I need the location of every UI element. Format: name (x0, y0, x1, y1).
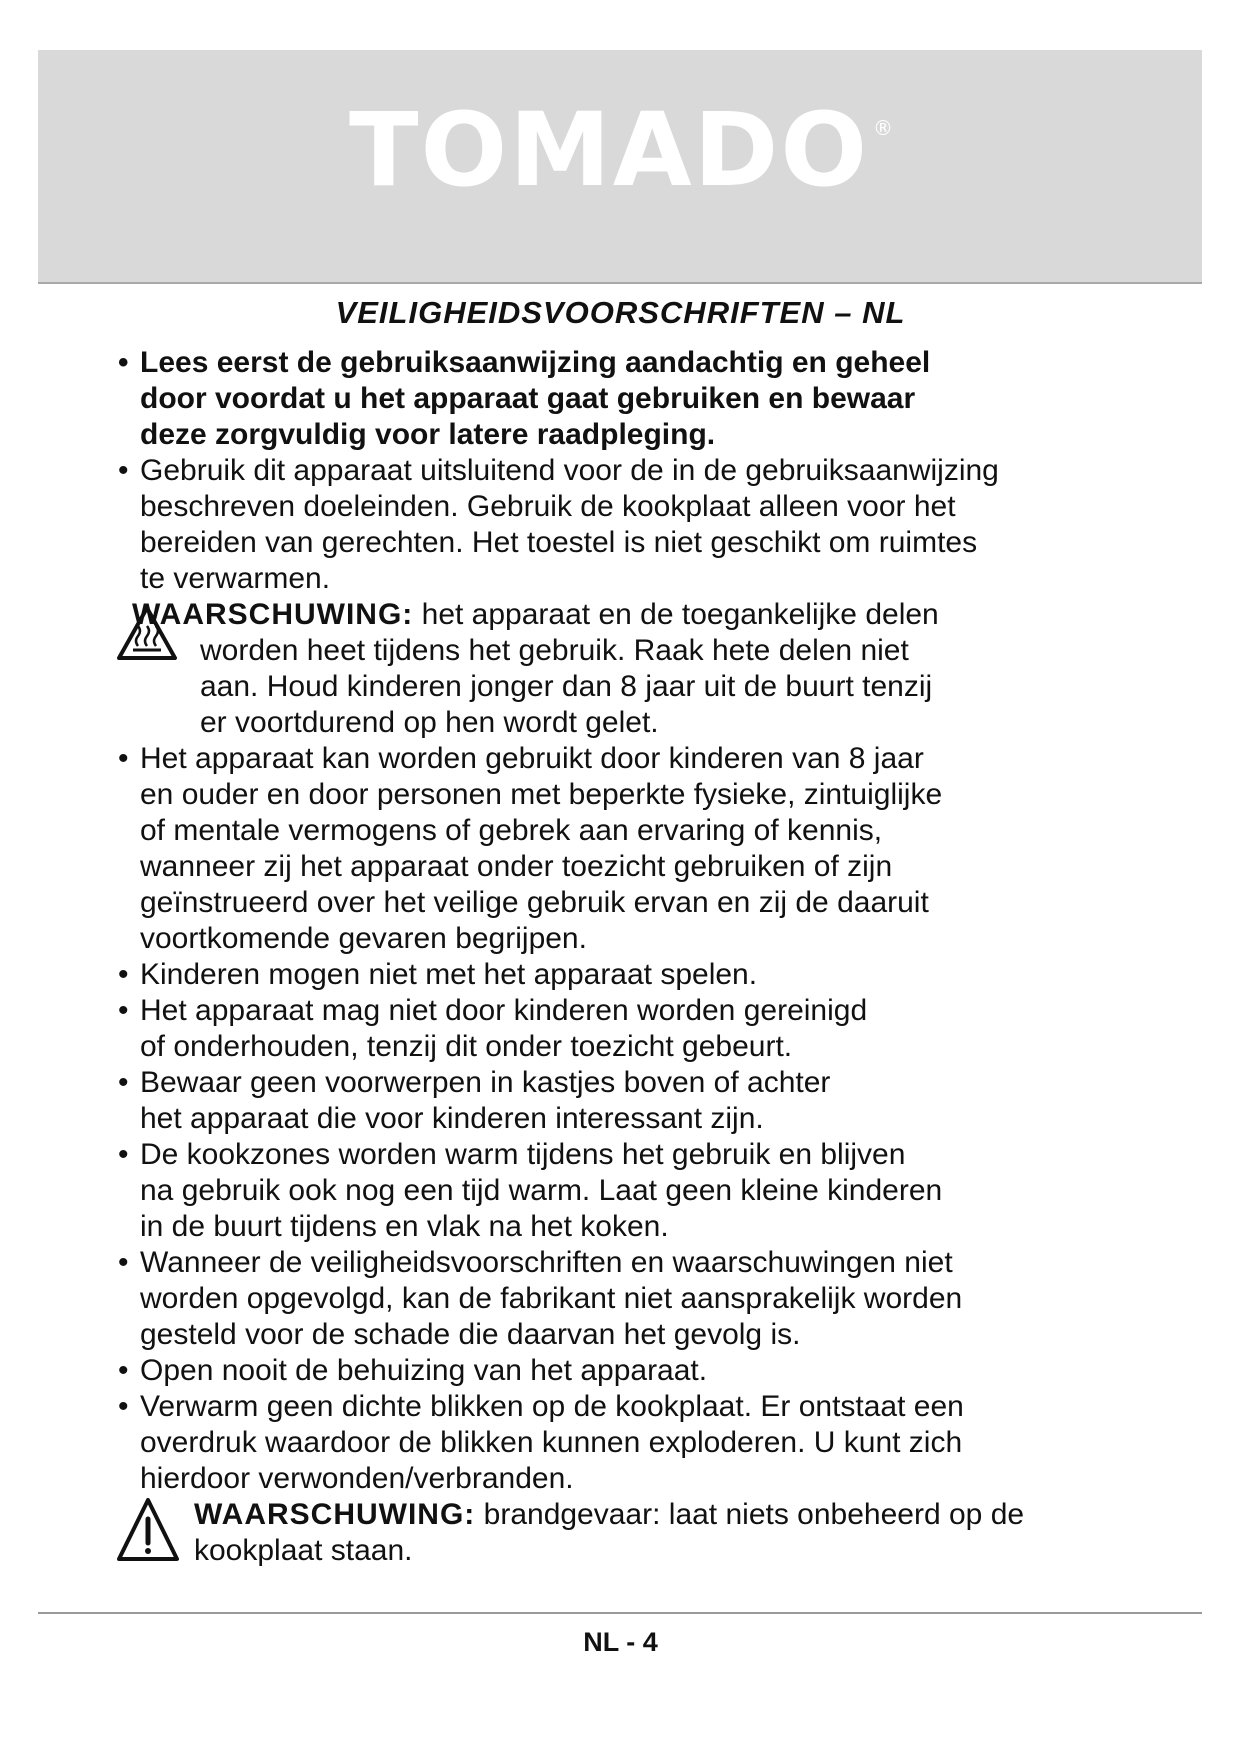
bullet: • (118, 742, 129, 775)
warning-hot-surface (118, 597, 1148, 741)
text-line: deze zorgvuldig voor latere raadpleging. (140, 418, 716, 451)
text-line: De kookzones worden warm tijdens het gebruik en blijven (140, 1138, 906, 1171)
text-line: Kinderen mogen niet met het apparaat spelen. (140, 958, 758, 991)
text-line: geïnstrueerd over het veilige gebruik ervan en zij de daaruit (140, 886, 929, 919)
list-item (118, 993, 1148, 1065)
text-line: Open nooit de behuizing van het apparaat. (140, 1354, 708, 1387)
bullet: • (118, 346, 129, 379)
text-line: Gebruik dit apparaat uitsluitend voor de in de gebruiksaanwijzing (140, 454, 999, 487)
text-line: en ouder en door personen met beperkte fysieke, zintuiglijke (140, 778, 943, 811)
bullet: • (118, 1138, 129, 1171)
list-item (118, 453, 1148, 597)
registered-mark: ® (873, 116, 896, 140)
text-line: na gebruik ook nog een tijd warm. Laat geen kleine kinderen (140, 1174, 943, 1207)
page-title: VEILIGHEIDSVOORSCHRIFTEN – NL (335, 295, 906, 330)
text-line: in de buurt tijdens en vlak na het koken. (140, 1210, 669, 1243)
list-item (118, 741, 1148, 957)
text-line: Het apparaat kan worden gebruikt door kinderen van 8 jaar (140, 742, 924, 775)
page-number: NL - 4 (583, 1627, 658, 1657)
text-fragment: brandgevaar: laat niets onbeheerd op de (475, 1498, 1025, 1531)
warning-first-line (118, 597, 1148, 633)
text-line: Wanneer de veiligheidsvoorschriften en waarschuwingen niet (140, 1246, 953, 1279)
list-item (118, 957, 1148, 993)
hot-surface-warning-icon (116, 605, 178, 661)
bullet: • (118, 1354, 129, 1387)
text-line: Het apparaat mag niet door kinderen worden gereinigd (140, 994, 868, 1027)
warning-fire-hazard (118, 1497, 1148, 1569)
text-line: Verwarm geen dichte blikken op de kookplaat. Er ontstaat een (140, 1390, 964, 1423)
text-line: het apparaat die voor kinderen interessant zijn. (140, 1102, 764, 1135)
text-line: door voordat u het apparaat gaat gebruiken en bewaar (140, 382, 916, 415)
text-line: gesteld voor de schade die daarvan het gevolg is. (140, 1318, 801, 1351)
text-fragment: het apparaat en de toegankelijke delen (413, 598, 939, 631)
text-line: worden heet tijdens het gebruik. Raak hete delen niet (200, 634, 909, 667)
text-line: hierdoor verwonden/verbranden. (140, 1462, 574, 1495)
bullet: • (118, 1390, 129, 1423)
text-line: Bewaar geen voorwerpen in kastjes boven of achter (140, 1066, 831, 1099)
warning-label: WAARSCHUWING: (132, 598, 414, 631)
text-line: overdruk waardoor de blikken kunnen exploderen. U kunt zich (140, 1426, 963, 1459)
text-line: wanneer zij het apparaat onder toezicht gebruiken of zijn (140, 850, 893, 883)
text-line: worden opgevolgd, kan de fabrikant niet aansprakelijk worden (140, 1282, 963, 1315)
text-line: Lees eerst de gebruiksaanwijzing aandachtig en geheel (140, 346, 931, 379)
list-item (118, 1389, 1148, 1497)
list-item (118, 345, 1148, 453)
warning-label: WAARSCHUWING: (194, 1498, 476, 1531)
text-line: of mentale vermogens of gebrek aan ervaring of kennis, (140, 814, 883, 847)
text-line: of onderhouden, tenzij dit onder toezicht gebeurt. (140, 1030, 793, 1063)
list-item (118, 1137, 1148, 1245)
list-item (118, 1245, 1148, 1353)
bullet: • (118, 1066, 129, 1099)
text-line: bereiden van gerechten. Het toestel is niet geschikt om ruimtes (140, 526, 978, 559)
bullet: • (118, 1246, 129, 1279)
safety-instructions (118, 345, 1148, 1569)
bullet: • (118, 994, 129, 1027)
text-line: beschreven doeleinden. Gebruik de kookplaat alleen voor het (140, 490, 956, 523)
text-line: voortkomende gevaren begrijpen. (140, 922, 587, 955)
list-item (118, 1065, 1148, 1137)
general-warning-icon (116, 1497, 180, 1563)
warning-first-line (118, 1497, 1148, 1533)
text-line: te verwarmen. (140, 562, 331, 595)
bullet: • (118, 454, 129, 487)
list-item (118, 1353, 1148, 1389)
tomado-logo: TOMADO ® (348, 91, 896, 210)
footer-divider (38, 1612, 1202, 1614)
text-line: kookplaat staan. (194, 1534, 413, 1567)
text-line: aan. Houd kinderen jonger dan 8 jaar uit de buurt tenzij (200, 670, 933, 703)
text-line: er voortdurend op hen wordt gelet. (200, 706, 659, 739)
bullet: • (118, 958, 129, 991)
header-band (38, 50, 1202, 284)
